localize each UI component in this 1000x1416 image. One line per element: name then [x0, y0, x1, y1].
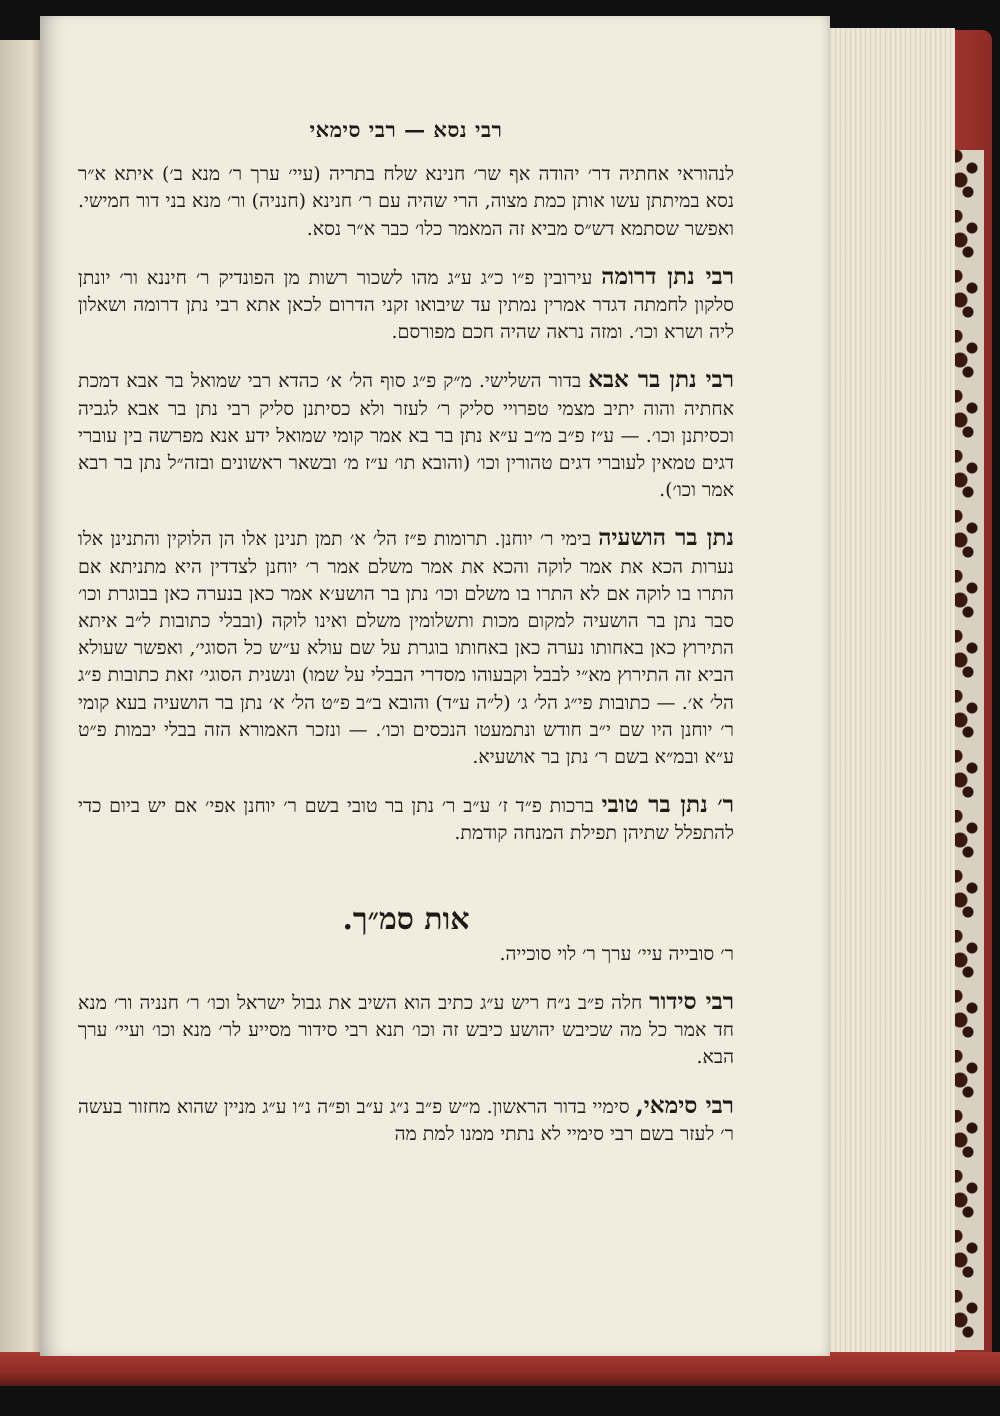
- entry-lead: רבי נתן בר אבא: [588, 366, 734, 394]
- entry-paragraph: [78, 1092, 734, 1148]
- entry-text: לנהוראי אחתיה דר׳ יהודה אף שר׳ חנינא שלח בתריה (עיי׳ ערך ר׳ מנא ב׳) איתא א״ר נסא במיתתן עשו אותן כמת מצוה, הרי שהיה עם ר׳ חנינא (חנניה) ור׳ מנא בני דור חמישי. ואפשר שסתמא דש״ס מביא זה המאמר כלו׳ כבר א״ר נסא.: [78, 163, 734, 240]
- book-cover-bottom: [0, 1352, 1000, 1386]
- book-page: [40, 16, 830, 1356]
- entry-paragraph: [78, 263, 734, 347]
- entry-paragraph: [78, 941, 734, 968]
- page-stack-edge: [826, 28, 955, 1356]
- entry-lead: ר׳ נתן בר טובי: [601, 791, 734, 819]
- entry-text: עירובין פ״ו כ״ג ע״ג מהו לשכור רשות מן הפונדיק ר׳ חיננא ור׳ יונתן סלקון לחמתה דגדר אמרין נמתין עד שיבואו זקני הדרום לכאן אתא רבי נתן דרומה ושאלון ליה ושרא וכו׳. ומזה נראה שהיה חכם מפורסם.: [78, 266, 734, 344]
- entry-text: ר׳ סובייה עיי׳ ערך ר׳ לוי סוכייה.: [499, 942, 734, 965]
- entry-lead: רבי סימאי,: [635, 1091, 734, 1119]
- entry-paragraph: [78, 366, 734, 504]
- entry-text: בדור השלישי. מ״ק פ״ג סוף הל׳ א׳ כהדא רבי שמואל בר אבא דמכת אחתיה והוה יתיב מצמי טפרויי סליק ר׳ לעזר ולא כסיתנן סליק רבי נתן בר אבא לגביה וכסיתנן וכו׳. — ע״ז פ״ב מ״ב ע״א נתן בר בא אמר קומי שמואל ידע אנא מפרשה בין עוברי דגים טמאין לעוברי דגים טהורין וכו׳ (והובא תו׳ ע״ז מ׳ ובשאר ראשונים ובזה״ל נתן בר רבא אמר וכו׳).: [78, 370, 734, 502]
- entry-text: בימי ר׳ יוחנן. תרומות פ״ז הל׳ א׳ תמן תנינן אלו הן הלוקין והתנינן אלו נערות הכא את אמר לוקה והכא את אמר משלם אמר ר׳ יוחנן לצדדין היא מתניתא אם התרו בו לוקה אם לא התרו בו משלם וכו׳ נתן בר הושע׳א אמר כאן בנערה כאן בבוגרת וכו׳ סבר נתן בר הושעיה למקום מכות ותשלומין משלם ואינו לוקה (ובבלי כתובות ל״ב איתא התירוץ כאן באחותו נערה כאן באחותו בוגרת על שם עולא ע״ש כל הסוגי׳, ואפשר שעולא הביא זה התירוץ מא״י לבבל וקבעוהו מסדרי הבבלי על שמו) ונשנית הסוגי׳ זאת כתובות פ״ג הל׳ א׳. — כתובות פי״ג הל׳ ג׳ (ל״ה ע״ד) והובא ב״ב פ״ט הל׳ א׳ נתן בר הושעיה בעא קומי ר׳ יוחנן היו שם י״ב חודש ונתמעטו הנכסים וכו׳. — ונזכר האמורא הזה בבלי יבמות פ״ט ע״א ובמ״א בשם ר׳ נתן בר אושעיא.: [78, 528, 734, 769]
- entry-lead: נתן בר הושעיה: [598, 524, 734, 552]
- entry-paragraph: [78, 988, 734, 1072]
- running-header: רבי נסא — רבי סימאי: [309, 117, 503, 142]
- entry-text: סימיי בדור הראשון. מ״ש פ״ב נ״ג ע״ב ופ״ה נ״ו ע״ג מניין שהוא מחזור בעשה ר׳ לעזר בשם רבי סימיי לא נתתי ממנו למת מה: [78, 1095, 734, 1145]
- entry-paragraph: [78, 791, 734, 847]
- page-text: [78, 116, 734, 1168]
- entry-lead: רבי נתן דרומה: [601, 262, 734, 290]
- entry-text: ברכות פ״ד ז׳ ע״ב ר׳ נתן בר טובי בשם ר׳ יוחנן אפי׳ אם יש ביום כדי להתפלל שתיהן תפילת המנחה קודמת.: [78, 795, 734, 845]
- entry-text: חלה פ״ב נ״ח ריש ע״ג כתיב הוא השיב את גבול ישראל וכו׳ ר׳ חנניה ור׳ מנא חד אמר כל מה שכיבש יהושע כיבש זה וכו׳ תנא רבי סידור מסייע לר׳ מנא וכו׳ ועיי׳ ערך הבא.: [78, 992, 734, 1069]
- entry-paragraph: [78, 524, 734, 771]
- previous-page-edge: [0, 40, 44, 1358]
- section-title: אות סמ״ך.: [342, 901, 470, 937]
- entry-paragraph: [78, 159, 734, 243]
- entry-lead: רבי סידור: [649, 988, 735, 1016]
